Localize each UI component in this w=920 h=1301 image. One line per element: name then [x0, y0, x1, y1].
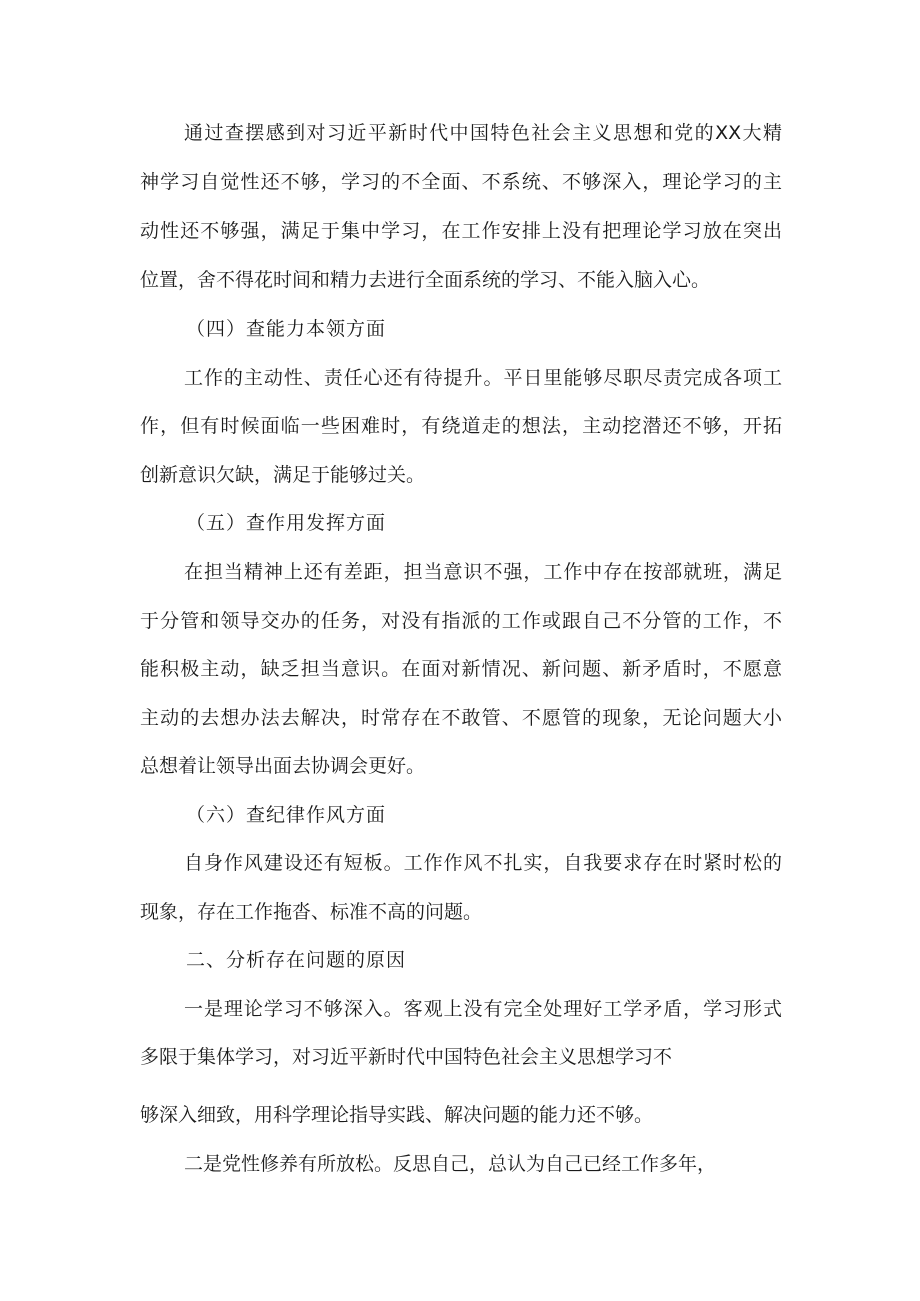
paragraph-3-line-1: 在担当精神上还有差距，担当意识不强，工作中存在按部就班，满足 — [184, 561, 782, 583]
paragraph-3-line-2: 于分管和领导交办的任务，对没有指派的工作或跟自己不分管的工作，不 — [140, 610, 782, 632]
paragraph-5-line-1: 一是理论学习不够深入。客观上没有完全处理好工学矛盾，学习形式 — [184, 998, 782, 1020]
paragraph-1-line-4: 位置，舍不得花时间和精力去进行全面系统的学习、不能入脑入心。 — [140, 269, 711, 291]
paragraph-4-line-1: 自身作风建设还有短板。工作作风不扎实，自我要求存在时紧时松的 — [184, 852, 782, 874]
paragraph-3-line-4: 主动的去想办法去解决，时常存在不敢管、不愿管的现象，无论问题大小 — [140, 707, 782, 729]
section-heading-6: （六）查纪律作风方面 — [186, 804, 387, 826]
paragraph-5-line-3: 够深入细致，用科学理论指导实践、解决问题的能力还不够。 — [140, 1104, 654, 1126]
paragraph-3-line-3: 能积极主动，缺乏担当意识。在面对新情况、新问题、新矛盾时，不愿意 — [140, 658, 782, 680]
paragraph-3-line-5: 总想着让领导出面去协调会更好。 — [140, 755, 426, 777]
section-heading-5: （五）查作用发挥方面 — [186, 512, 387, 534]
paragraph-2-line-1: 工作的主动性、责任心还有待提升。平日里能够尽职尽责完成各项工 — [184, 367, 782, 389]
paragraph-1-line-2: 神学习自觉性还不够，学习的不全面、不系统、不够深入，理论学习的主 — [140, 171, 782, 193]
paragraph-1-line-3: 动性还不够强，满足于集中学习，在工作安排上没有把理论学习放在突出 — [140, 220, 782, 242]
paragraph-2-line-3: 创新意识欠缺，满足于能够过关。 — [140, 464, 426, 486]
section-heading-causes: 二、分析存在问题的原因 — [186, 949, 407, 971]
section-heading-4: （四）查能力本领方面 — [186, 318, 387, 340]
paragraph-2-line-2: 作，但有时候面临一些困难时，有绕道走的想法，主动挖潜还不够，开拓 — [140, 415, 782, 437]
paragraph-4-line-2: 现象，存在工作拖沓、标准不高的问题。 — [140, 901, 483, 923]
paragraph-6-line-1: 二是党性修养有所放松。反思自己，总认为自己已经工作多年， — [184, 1153, 717, 1175]
paragraph-5-line-2: 多限于集体学习，对习近平新时代中国特色社会主义思想学习不 — [140, 1046, 673, 1068]
paragraph-1-line-1: 通过查摆感到对习近平新时代中国特色社会主义思想和党的XX大精 — [184, 122, 782, 144]
